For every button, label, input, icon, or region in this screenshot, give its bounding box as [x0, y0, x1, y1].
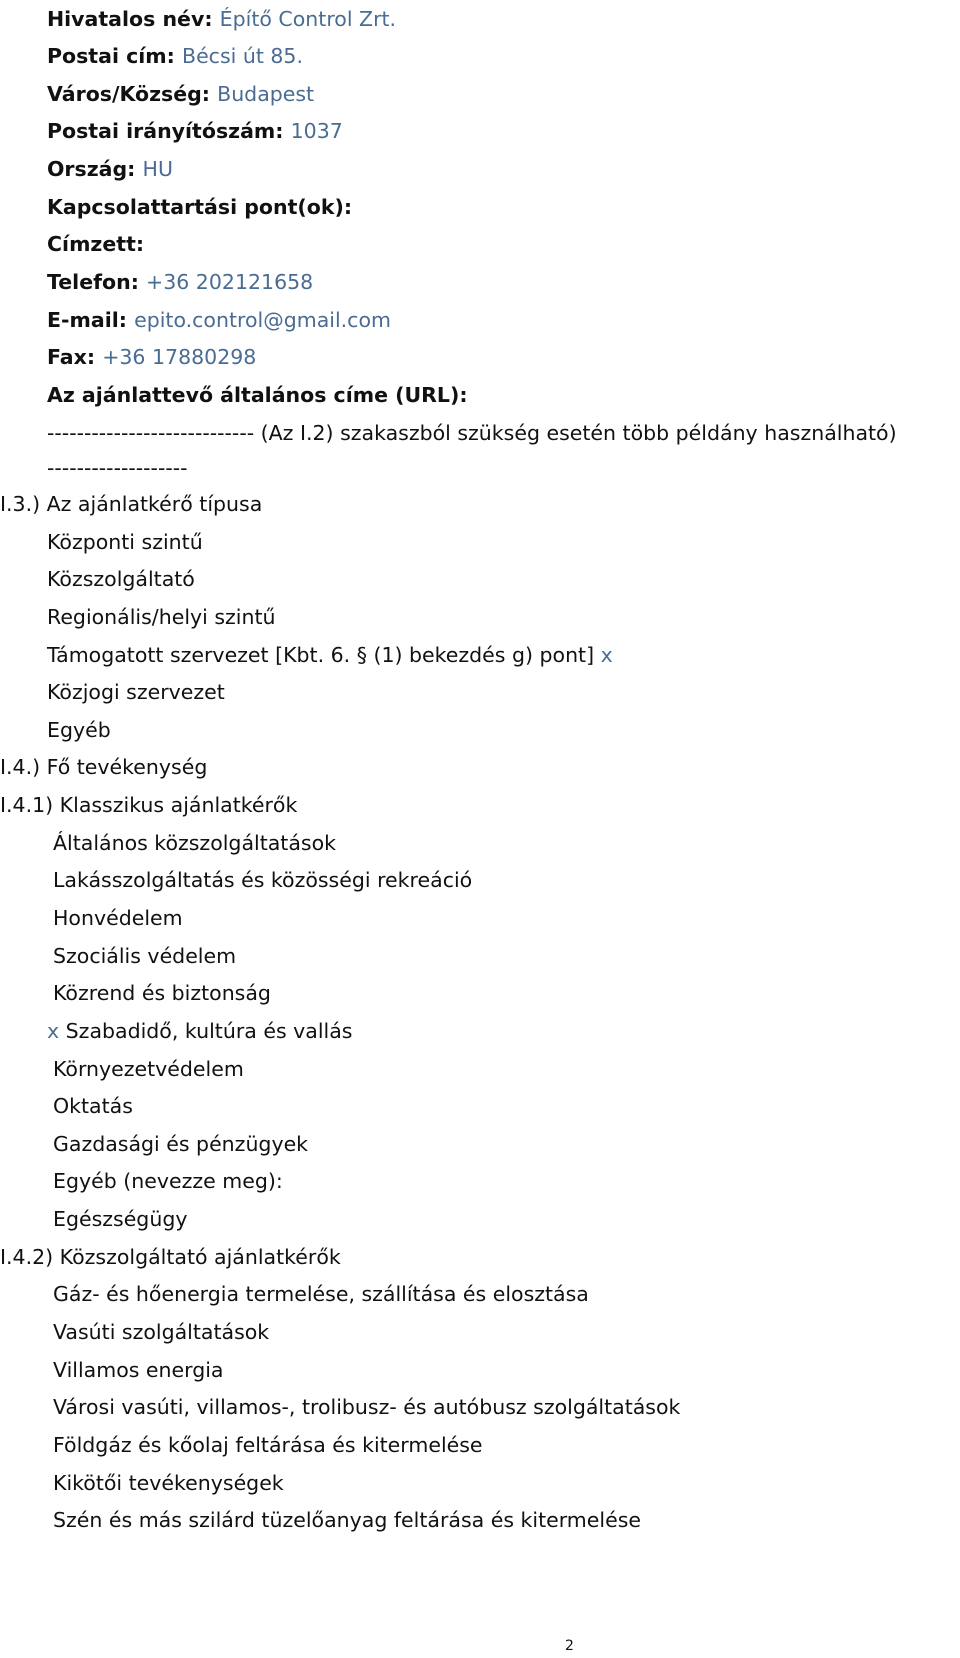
email-label: E-mail: [47, 308, 127, 332]
separator-dashes-start: ---------------------------- [47, 421, 255, 445]
list-item: Villamos energia [53, 1358, 224, 1382]
email-row [47, 307, 391, 333]
contact-points-label: Kapcsolattartási pont(ok): [47, 195, 353, 219]
official-name-label: Hivatalos név: [47, 7, 213, 31]
list-item: Közrend és biztonság [53, 981, 271, 1005]
list-item: Közjogi szervezet [47, 680, 225, 704]
city-row [47, 81, 314, 107]
list-item: Környezetvédelem [53, 1057, 244, 1081]
phone-label: Telefon: [47, 270, 139, 294]
list-item: Kikötői tevékenységek [53, 1471, 284, 1495]
separator-dashes-end: ------------------- [47, 456, 188, 480]
list-item: Honvédelem [53, 906, 183, 930]
city-value: Budapest [217, 82, 315, 106]
list-item: Gazdasági és pénzügyek [53, 1132, 309, 1156]
list-item: Általános közszolgáltatások [53, 831, 336, 855]
list-item: Földgáz és kőolaj feltárása és kitermelése [53, 1433, 483, 1457]
email-value: epito.control@gmail.com [134, 308, 391, 332]
official-name-row [47, 6, 396, 32]
phone-value: +36 202121658 [146, 270, 314, 294]
section-i41-heading: I.4.1) Klasszikus ajánlatkérők [0, 793, 298, 817]
list-item: Oktatás [53, 1094, 133, 1118]
page-number: 2 [565, 1638, 574, 1654]
fax-label: Fax: [47, 345, 96, 369]
recipient-label: Címzett: [47, 232, 145, 256]
official-name-value: Építő Control Zrt. [219, 7, 397, 31]
fax-value: +36 17880298 [102, 345, 257, 369]
list-item-label: Támogatott szervezet [Kbt. 6. § (1) bekezdés g) pont] [47, 643, 595, 667]
postal-address-row [47, 43, 303, 69]
list-item: Szén és más szilárd tüzelőanyag feltárása és kitermelése [53, 1508, 641, 1532]
list-item: Központi szintű [47, 530, 203, 554]
city-label: Város/Község: [47, 82, 210, 106]
list-item: Egyéb [47, 718, 111, 742]
country-value: HU [142, 157, 173, 181]
fax-row [47, 344, 256, 370]
list-item: Egyéb (nevezze meg): [53, 1169, 283, 1193]
separator-row [47, 420, 897, 446]
list-item-selected [47, 642, 613, 668]
url-label: Az ajánlattevő általános címe (URL): [47, 383, 468, 407]
list-item: Gáz- és hőenergia termelése, szállítása és elosztása [53, 1282, 589, 1306]
list-item: Szociális védelem [53, 944, 237, 968]
postal-code-value: 1037 [290, 119, 343, 143]
phone-row [47, 269, 313, 295]
list-item: Lakásszolgáltatás és közösségi rekreáció [53, 868, 473, 892]
list-item: Közszolgáltató [47, 567, 195, 591]
country-row [47, 156, 173, 182]
selected-mark: x [600, 643, 613, 667]
list-item-selected [47, 1018, 352, 1044]
separator-note: (Az I.2) szakaszból szükség esetén több példány használható) [260, 421, 897, 445]
country-label: Ország: [47, 157, 136, 181]
section-i4-heading: I.4.) Fő tevékenység [0, 755, 208, 779]
postal-code-label: Postai irányítószám: [47, 119, 284, 143]
list-item: Regionális/helyi szintű [47, 605, 276, 629]
list-item: Városi vasúti, villamos-, trolibusz- és autóbusz szolgáltatások [53, 1395, 681, 1419]
section-i42-heading: I.4.2) Közszolgáltató ajánlatkérők [0, 1245, 341, 1269]
list-item: Vasúti szolgáltatások [53, 1320, 270, 1344]
postal-address-value: Bécsi út 85. [182, 44, 303, 68]
postal-address-label: Postai cím: [47, 44, 175, 68]
postal-code-row [47, 118, 343, 144]
list-item-label: Szabadidő, kultúra és vallás [65, 1019, 353, 1043]
list-item: Egészségügy [53, 1207, 188, 1231]
section-i3-heading: I.3.) Az ajánlatkérő típusa [0, 492, 263, 516]
selected-mark: x [47, 1019, 60, 1043]
